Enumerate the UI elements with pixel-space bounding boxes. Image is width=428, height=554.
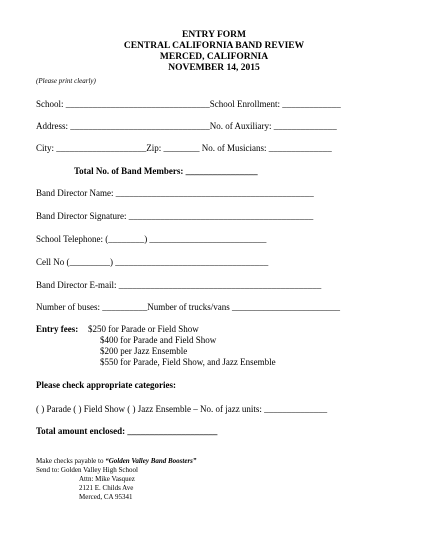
fee-item: $400 for Parade and Field Show bbox=[100, 335, 217, 345]
total-band-members-field[interactable]: Total No. of Band Members: ________________ bbox=[74, 166, 258, 176]
send-to-line: Send to: Golden Valley High School bbox=[36, 466, 138, 474]
fee-item: $550 for Parade, Field Show, and Jazz Ensemble bbox=[100, 357, 276, 367]
event-location: MERCED, CALIFORNIA bbox=[159, 52, 269, 62]
band-director-email-field[interactable]: Band Director E-mail: _____________________________________________ bbox=[36, 280, 322, 290]
payee-name: “Golden Valley Band Boosters” bbox=[105, 457, 197, 465]
print-clearly-note: (Please print clearly) bbox=[36, 77, 96, 85]
event-date: NOVEMBER 14, 2015 bbox=[168, 63, 260, 73]
cell-number-field[interactable]: Cell No (_________) __________________________________ bbox=[36, 257, 269, 267]
buses-trucks-field-line[interactable]: Number of buses: __________Number of trucks/vans ________________________ bbox=[36, 302, 340, 312]
categories-checkbox-line[interactable]: ( ) Parade ( ) Field Show ( ) Jazz Ensemble – No. of jazz units: ______________ bbox=[36, 404, 328, 414]
band-director-name-field[interactable]: Band Director Name: ____________________________________________ bbox=[36, 188, 314, 198]
make-checks-line bbox=[36, 457, 196, 466]
city-state-zip: Merced, CA 95341 bbox=[79, 493, 133, 501]
band-director-signature-field[interactable]: Band Director Signature: _________________________________________ bbox=[36, 211, 314, 221]
fee-item: $250 for Parade or Field Show bbox=[88, 324, 199, 334]
school-telephone-field[interactable]: School Telephone: (________) __________________________ bbox=[36, 234, 267, 244]
total-amount-field[interactable]: Total amount enclosed: ____________________ bbox=[36, 426, 218, 436]
street-address: 2121 E. Childs Ave bbox=[79, 484, 134, 492]
entry-fees-label: Entry fees: bbox=[36, 324, 79, 334]
city-field-line[interactable]: City: ____________________Zip: ________ No. of Musicians: ______________ bbox=[36, 143, 332, 153]
fee-item: $200 per Jazz Ensemble bbox=[100, 346, 188, 356]
form-title: ENTRY FORM bbox=[182, 30, 246, 40]
address-field-line[interactable]: Address: _______________________________No. of Auxiliary: ______________ bbox=[36, 121, 337, 131]
attention-line: Attn: Mike Vasquez bbox=[79, 475, 135, 483]
event-name: CENTRAL CALIFORNIA BAND REVIEW bbox=[123, 41, 305, 51]
school-field-line[interactable]: School: ________________________________School Enrollment: _____________ bbox=[36, 99, 341, 109]
make-checks-prefix: Make checks payable to bbox=[36, 457, 106, 465]
categories-heading: Please check appropriate categories: bbox=[36, 380, 177, 390]
